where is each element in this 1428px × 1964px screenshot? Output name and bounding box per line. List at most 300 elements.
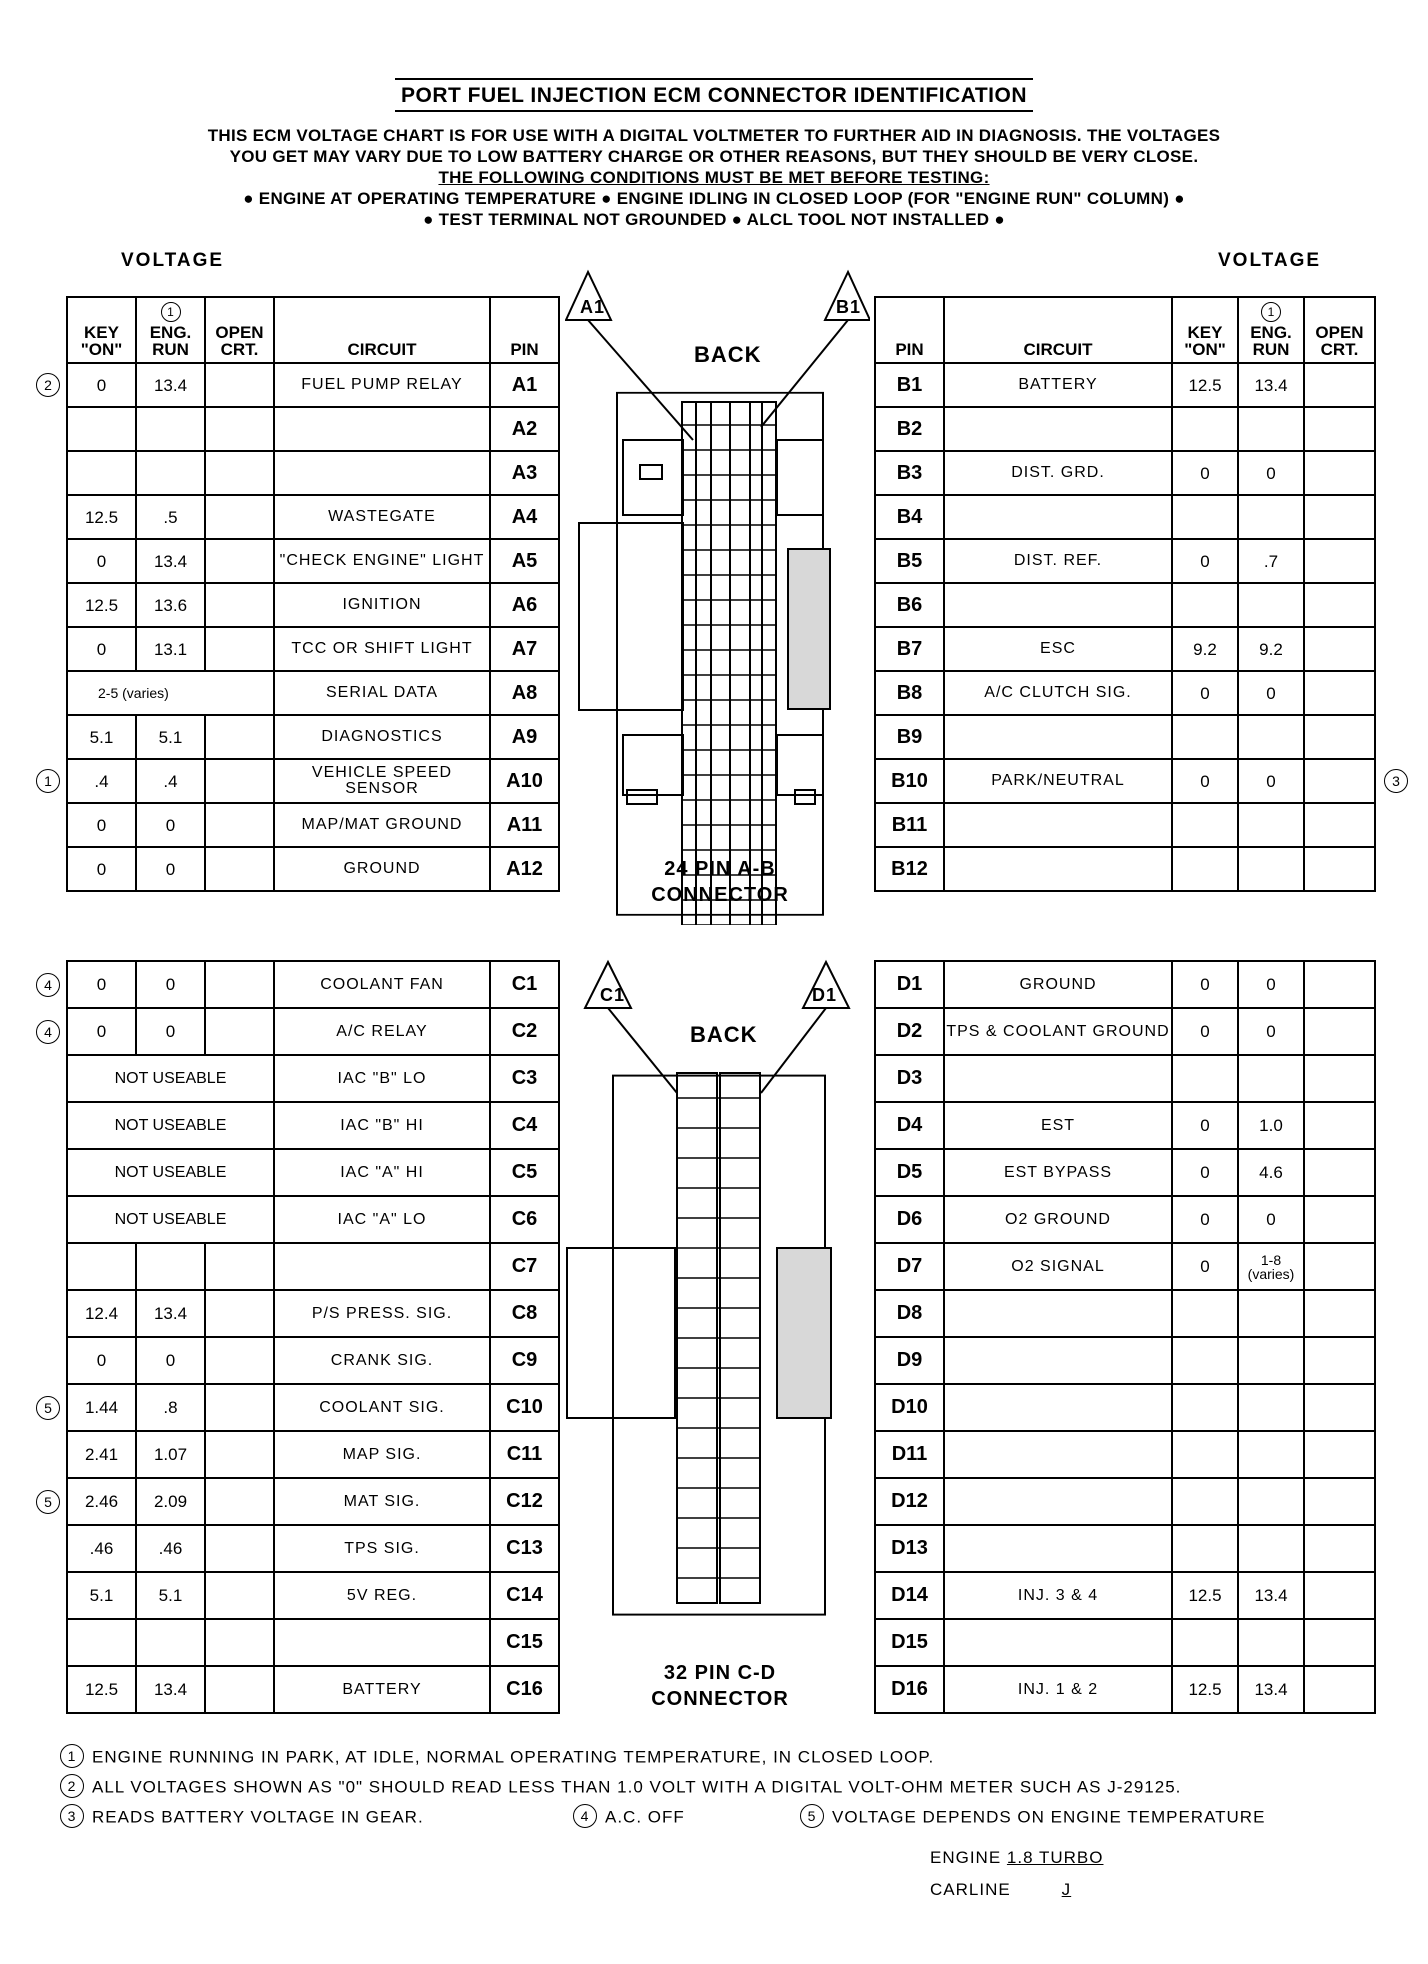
open-crt-cell xyxy=(205,1384,274,1431)
key-on-cell: 0 xyxy=(1172,451,1238,495)
open-crt-cell xyxy=(1304,1384,1375,1431)
circuit-cell: GROUND xyxy=(274,847,490,891)
pin-cell: C13 xyxy=(490,1525,559,1572)
open-crt-cell xyxy=(205,495,274,539)
eng-run-cell: 13.4 xyxy=(136,539,205,583)
key-on-cell xyxy=(1172,1290,1238,1337)
open-crt-cell xyxy=(205,759,274,803)
open-crt-cell xyxy=(1304,627,1375,671)
key-on-cell: 0 xyxy=(67,627,136,671)
key-on-cell: 12.5 xyxy=(1172,1666,1238,1713)
eng-run-cell: 13.4 xyxy=(1238,363,1304,407)
open-crt-cell xyxy=(205,1525,274,1572)
key-on-cell xyxy=(1172,495,1238,539)
circuit-cell: WASTEGATE xyxy=(274,495,490,539)
eng-run-cell: 5.1 xyxy=(136,1572,205,1619)
intro-line-2: YOU GET MAY VARY DUE TO LOW BATTERY CHARGE OR OTHER REASONS, BUT THEY SHOULD BE VERY CLOSE. xyxy=(229,147,1199,166)
pin-cell: A7 xyxy=(490,627,559,671)
row-note-marker: 5 xyxy=(36,1490,60,1514)
table-row xyxy=(67,847,559,891)
open-crt-cell xyxy=(1304,1666,1375,1713)
header-eng-run-text: ENG. RUN xyxy=(1250,323,1292,359)
eng-run-cell xyxy=(1238,1337,1304,1384)
note-1-marker: 1 xyxy=(161,302,181,322)
table-row xyxy=(875,1243,1375,1290)
circuit-cell: IAC "B" HI xyxy=(274,1102,490,1149)
pin-cell: B8 xyxy=(875,671,944,715)
table-header-row xyxy=(875,297,1375,363)
table-row xyxy=(67,583,559,627)
voltage-span-cell: 2-5 (varies) xyxy=(67,671,274,715)
table-row xyxy=(67,759,559,803)
carline-label: CARLINE xyxy=(930,1880,1011,1899)
eng-run-cell: 4.6 xyxy=(1238,1149,1304,1196)
open-crt-cell xyxy=(1304,1619,1375,1666)
table-row xyxy=(67,1243,559,1290)
footnote-4 xyxy=(573,1806,685,1830)
key-on-cell xyxy=(1172,407,1238,451)
header-open-crt-text: OPEN CRT. xyxy=(1315,323,1364,359)
connector-cd-label-d1: D1 xyxy=(812,985,838,1005)
open-crt-cell xyxy=(205,1290,274,1337)
key-on-cell: 0 xyxy=(67,847,136,891)
open-crt-cell xyxy=(205,803,274,847)
eng-run-cell: 1.07 xyxy=(136,1431,205,1478)
circuit-cell xyxy=(944,803,1172,847)
open-crt-cell xyxy=(1304,759,1375,803)
table-row xyxy=(67,671,559,715)
table-row xyxy=(67,1431,559,1478)
pin-cell: D5 xyxy=(875,1149,944,1196)
key-on-cell: 2.46 xyxy=(67,1478,136,1525)
circuit-cell: INJ. 1 & 2 xyxy=(944,1666,1172,1713)
pin-cell: D2 xyxy=(875,1008,944,1055)
open-crt-cell xyxy=(205,583,274,627)
table-row xyxy=(875,363,1375,407)
connector-cd-pin-grid xyxy=(677,1098,760,1578)
eng-run-cell: 13.1 xyxy=(136,627,205,671)
header-pin-text: PIN xyxy=(510,340,539,359)
engine-label: ENGINE xyxy=(930,1848,1002,1867)
table-row xyxy=(875,1102,1375,1149)
table-row xyxy=(67,803,559,847)
table-row xyxy=(875,451,1375,495)
header-key-on xyxy=(67,297,136,363)
pin-cell: A1 xyxy=(490,363,559,407)
footnote-3 xyxy=(60,1806,424,1830)
open-crt-cell xyxy=(1304,1525,1375,1572)
open-crt-cell xyxy=(1304,1102,1375,1149)
eng-run-cell xyxy=(1238,583,1304,627)
circuit-cell xyxy=(274,451,490,495)
circuit-cell: MAP SIG. xyxy=(274,1431,490,1478)
table-row xyxy=(875,1431,1375,1478)
eng-run-cell: 0 xyxy=(1238,451,1304,495)
eng-run-cell: .5 xyxy=(136,495,205,539)
header-eng-run-text: ENG. RUN xyxy=(149,323,192,359)
footnote-1-text: ENGINE RUNNING IN PARK, AT IDLE, NORMAL OPERATING TEMPERATURE, IN CLOSED LOOP. xyxy=(92,1747,935,1767)
key-on-cell: 0 xyxy=(1172,1008,1238,1055)
pin-cell: A8 xyxy=(490,671,559,715)
open-crt-cell xyxy=(205,1337,274,1384)
table-row xyxy=(67,1290,559,1337)
table-row xyxy=(67,539,559,583)
key-on-cell: 12.5 xyxy=(67,495,136,539)
circuit-cell xyxy=(944,715,1172,759)
connector-ab-label-a1: A1 xyxy=(580,297,606,317)
intro-text xyxy=(0,125,1428,230)
circuit-cell xyxy=(944,1337,1172,1384)
key-on-cell: 0 xyxy=(67,961,136,1008)
key-on-cell: 0 xyxy=(67,539,136,583)
circuit-cell: EST BYPASS xyxy=(944,1149,1172,1196)
eng-run-cell: 0 xyxy=(1238,1008,1304,1055)
voltage-heading-right: VOLTAGE xyxy=(1218,250,1322,271)
circuit-cell: BATTERY xyxy=(274,1666,490,1713)
key-on-cell: 12.5 xyxy=(67,583,136,627)
key-on-cell: 12.5 xyxy=(1172,1572,1238,1619)
key-on-cell xyxy=(1172,715,1238,759)
eng-run-cell: 9.2 xyxy=(1238,627,1304,671)
table-row xyxy=(875,1337,1375,1384)
circuit-cell: IGNITION xyxy=(274,583,490,627)
pin-cell: B6 xyxy=(875,583,944,627)
table-row xyxy=(875,1290,1375,1337)
open-crt-cell xyxy=(1304,1572,1375,1619)
pin-cell: D1 xyxy=(875,961,944,1008)
key-on-cell xyxy=(1172,1055,1238,1102)
table-row xyxy=(875,1572,1375,1619)
open-crt-cell xyxy=(1304,407,1375,451)
circuit-cell: TCC OR SHIFT LIGHT xyxy=(274,627,490,671)
table-row xyxy=(67,1619,559,1666)
eng-run-cell xyxy=(1238,803,1304,847)
table-row xyxy=(67,1666,559,1713)
intro-line-3: THE FOLLOWING CONDITIONS MUST BE MET BEFORE TESTING: xyxy=(438,168,990,187)
circuit-cell: P/S PRESS. SIG. xyxy=(274,1290,490,1337)
eng-run-cell xyxy=(1238,495,1304,539)
pin-cell: B11 xyxy=(875,803,944,847)
circuit-cell xyxy=(944,847,1172,891)
pin-cell: B12 xyxy=(875,847,944,891)
pin-cell: D9 xyxy=(875,1337,944,1384)
note-1-marker: 1 xyxy=(1261,302,1281,322)
table-row xyxy=(875,1525,1375,1572)
pin-cell: B5 xyxy=(875,539,944,583)
intro-line-4: ● ENGINE AT OPERATING TEMPERATURE ● ENGINE IDLING IN CLOSED LOOP (FOR "ENGINE RUN" COLUMN) ● xyxy=(243,189,1185,208)
pin-cell: B3 xyxy=(875,451,944,495)
key-on-cell: 2.41 xyxy=(67,1431,136,1478)
key-on-cell: .46 xyxy=(67,1525,136,1572)
key-on-cell: 0 xyxy=(1172,671,1238,715)
open-crt-cell xyxy=(205,627,274,671)
key-on-cell xyxy=(1172,1525,1238,1572)
table-row xyxy=(875,583,1375,627)
pin-cell: C1 xyxy=(490,961,559,1008)
eng-run-cell xyxy=(1238,847,1304,891)
pin-cell: A2 xyxy=(490,407,559,451)
eng-run-cell: 0 xyxy=(1238,759,1304,803)
eng-run-cell xyxy=(136,407,205,451)
circuit-cell xyxy=(944,1525,1172,1572)
open-crt-cell xyxy=(1304,1149,1375,1196)
header-pin xyxy=(490,297,559,363)
intro-line-5: ● TEST TERMINAL NOT GROUNDED ● ALCL TOOL NOT INSTALLED ● xyxy=(423,210,1005,229)
pin-cell: D15 xyxy=(875,1619,944,1666)
circuit-cell xyxy=(944,1290,1172,1337)
pin-cell: D8 xyxy=(875,1290,944,1337)
key-on-cell xyxy=(1172,1384,1238,1431)
pin-cell: C9 xyxy=(490,1337,559,1384)
pin-cell: C12 xyxy=(490,1478,559,1525)
circuit-cell: TPS & COOLANT GROUND xyxy=(944,1008,1172,1055)
open-crt-cell xyxy=(1304,961,1375,1008)
footnote-1-marker: 1 xyxy=(60,1744,84,1768)
pin-cell: D13 xyxy=(875,1525,944,1572)
key-on-cell: 0 xyxy=(1172,1102,1238,1149)
open-crt-cell xyxy=(205,1243,274,1290)
open-crt-cell xyxy=(205,1666,274,1713)
header-open-crt-text: OPEN CRT. xyxy=(215,323,264,359)
eng-run-cell xyxy=(1238,1478,1304,1525)
circuit-cell: A/C CLUTCH SIG. xyxy=(944,671,1172,715)
circuit-cell: INJ. 3 & 4 xyxy=(944,1572,1172,1619)
eng-run-cell xyxy=(1238,1525,1304,1572)
footnote-1 xyxy=(60,1746,934,1770)
header-open-crt xyxy=(205,297,274,363)
open-crt-cell xyxy=(205,539,274,583)
circuit-cell xyxy=(944,407,1172,451)
pin-cell: C8 xyxy=(490,1290,559,1337)
open-crt-cell xyxy=(205,1478,274,1525)
table-row xyxy=(67,1008,559,1055)
open-crt-cell xyxy=(1304,715,1375,759)
header-pin xyxy=(875,297,944,363)
table-row xyxy=(875,1619,1375,1666)
table-row xyxy=(875,715,1375,759)
engine-line xyxy=(930,1848,1103,1868)
pin-cell: C7 xyxy=(490,1243,559,1290)
eng-run-cell xyxy=(1238,407,1304,451)
eng-run-cell: 13.4 xyxy=(136,1290,205,1337)
eng-run-cell xyxy=(1238,1431,1304,1478)
table-row xyxy=(67,1102,559,1149)
pin-cell: A3 xyxy=(490,451,559,495)
open-crt-cell xyxy=(1304,1196,1375,1243)
pin-cell: D7 xyxy=(875,1243,944,1290)
connector-cd-label-c1: C1 xyxy=(600,985,626,1005)
eng-run-cell: 0 xyxy=(1238,961,1304,1008)
pin-cell: A4 xyxy=(490,495,559,539)
circuit-cell: DIAGNOSTICS xyxy=(274,715,490,759)
open-crt-cell xyxy=(1304,495,1375,539)
circuit-cell: IAC "B" LO xyxy=(274,1055,490,1102)
row-note-marker: 4 xyxy=(36,1020,60,1044)
eng-run-cell: 13.4 xyxy=(1238,1572,1304,1619)
open-crt-cell xyxy=(205,1431,274,1478)
eng-run-cell: .7 xyxy=(1238,539,1304,583)
pin-cell: D6 xyxy=(875,1196,944,1243)
row-note-marker: 2 xyxy=(36,373,60,397)
footnote-5-text: VOLTAGE DEPENDS ON ENGINE TEMPERATURE xyxy=(832,1807,1266,1827)
voltage-span-cell: NOT USEABLE xyxy=(67,1149,274,1196)
open-crt-cell xyxy=(1304,583,1375,627)
pin-cell: C11 xyxy=(490,1431,559,1478)
eng-run-cell: 0 xyxy=(136,847,205,891)
header-open-crt xyxy=(1304,297,1375,363)
footnote-2-text: ALL VOLTAGES SHOWN AS "0" SHOULD READ LESS THAN 1.0 VOLT WITH A DIGITAL VOLT-OHM METER SUCH AS J-29125. xyxy=(92,1777,1182,1797)
table-row xyxy=(67,1384,559,1431)
pin-cell: A12 xyxy=(490,847,559,891)
chart-title: PORT FUEL INJECTION ECM CONNECTOR IDENTIFICATION xyxy=(0,78,1428,112)
table-c xyxy=(66,960,560,1714)
key-on-cell: 0 xyxy=(67,803,136,847)
key-on-cell: 5.1 xyxy=(67,715,136,759)
table-row xyxy=(875,1478,1375,1525)
circuit-cell xyxy=(944,1619,1172,1666)
footnote-2-marker: 2 xyxy=(60,1774,84,1798)
key-on-cell: 12.5 xyxy=(67,1666,136,1713)
eng-run-cell: .8 xyxy=(136,1384,205,1431)
table-row xyxy=(67,961,559,1008)
key-on-cell xyxy=(1172,583,1238,627)
circuit-cell: O2 GROUND xyxy=(944,1196,1172,1243)
open-crt-cell xyxy=(1304,847,1375,891)
pin-cell: A6 xyxy=(490,583,559,627)
pin-cell: B7 xyxy=(875,627,944,671)
pin-cell: C3 xyxy=(490,1055,559,1102)
header-circuit-text: CIRCUIT xyxy=(1023,340,1093,359)
table-row xyxy=(875,1196,1375,1243)
connector-cd-caption-line1: 32 PIN C-D xyxy=(663,1662,777,1684)
pin-cell: C14 xyxy=(490,1572,559,1619)
eng-run-cell: 5.1 xyxy=(136,715,205,759)
voltage-heading-left: VOLTAGE xyxy=(121,250,225,271)
key-on-cell: .4 xyxy=(67,759,136,803)
key-on-cell: 0 xyxy=(1172,1149,1238,1196)
pin-cell: C5 xyxy=(490,1149,559,1196)
footnote-3-marker: 3 xyxy=(60,1804,84,1828)
header-key-on-text: KEY "ON" xyxy=(80,323,123,359)
table-a xyxy=(66,296,560,892)
pin-cell: A5 xyxy=(490,539,559,583)
circuit-cell: TPS SIG. xyxy=(274,1525,490,1572)
key-on-cell: 0 xyxy=(1172,1196,1238,1243)
open-crt-cell xyxy=(205,407,274,451)
circuit-cell xyxy=(944,1055,1172,1102)
intro-line-1: THIS ECM VOLTAGE CHART IS FOR USE WITH A DIGITAL VOLTMETER TO FURTHER AID IN DIAGNOSIS. THE VOLTAGES xyxy=(207,126,1221,145)
circuit-cell: A/C RELAY xyxy=(274,1008,490,1055)
circuit-cell: COOLANT SIG. xyxy=(274,1384,490,1431)
table-row xyxy=(875,539,1375,583)
table-row xyxy=(67,1196,559,1243)
circuit-cell: IAC "A" HI xyxy=(274,1149,490,1196)
eng-run-cell: 0 xyxy=(1238,1196,1304,1243)
pin-cell: D16 xyxy=(875,1666,944,1713)
pin-cell: D11 xyxy=(875,1431,944,1478)
connector-cd-caption xyxy=(600,1660,840,1712)
eng-run-cell xyxy=(1238,1290,1304,1337)
header-circuit-text: CIRCUIT xyxy=(347,340,417,359)
header-pin-text: PIN xyxy=(895,340,924,359)
eng-run-cell: 0 xyxy=(136,803,205,847)
circuit-cell: VEHICLE SPEED SENSOR xyxy=(274,759,490,803)
key-on-cell xyxy=(67,407,136,451)
key-on-cell xyxy=(1172,847,1238,891)
footnote-5-marker: 5 xyxy=(800,1804,824,1828)
table-row xyxy=(875,1666,1375,1713)
key-on-cell: 9.2 xyxy=(1172,627,1238,671)
circuit-cell xyxy=(944,1431,1172,1478)
open-crt-cell xyxy=(205,363,274,407)
connector-cd-diagram xyxy=(565,958,870,1658)
circuit-cell xyxy=(944,495,1172,539)
row-note-marker: 1 xyxy=(36,769,60,793)
open-crt-cell xyxy=(205,1572,274,1619)
circuit-cell: COOLANT FAN xyxy=(274,961,490,1008)
connector-ab-caption xyxy=(600,856,840,908)
eng-run-cell xyxy=(136,451,205,495)
eng-run-cell: 13.4 xyxy=(136,1666,205,1713)
pin-cell: D12 xyxy=(875,1478,944,1525)
pin-cell: A10 xyxy=(490,759,559,803)
circuit-cell: MAT SIG. xyxy=(274,1478,490,1525)
pin-cell: D4 xyxy=(875,1102,944,1149)
key-on-cell: 0 xyxy=(1172,539,1238,583)
voltage-span-cell: NOT USEABLE xyxy=(67,1102,274,1149)
pin-cell: C15 xyxy=(490,1619,559,1666)
key-on-cell xyxy=(67,1243,136,1290)
table-row xyxy=(67,1478,559,1525)
table-header-row xyxy=(67,297,559,363)
header-eng-run xyxy=(136,297,205,363)
circuit-cell: PARK/NEUTRAL xyxy=(944,759,1172,803)
table-b xyxy=(874,296,1376,892)
circuit-cell xyxy=(944,1478,1172,1525)
key-on-cell: 12.5 xyxy=(1172,363,1238,407)
circuit-cell: BATTERY xyxy=(944,363,1172,407)
pin-cell: A9 xyxy=(490,715,559,759)
pin-cell: A11 xyxy=(490,803,559,847)
footnote-3-text: READS BATTERY VOLTAGE IN GEAR. xyxy=(92,1807,424,1827)
eng-run-cell: .46 xyxy=(136,1525,205,1572)
table-row xyxy=(875,961,1375,1008)
table-row xyxy=(67,1572,559,1619)
key-on-cell: 0 xyxy=(67,1008,136,1055)
eng-run-cell xyxy=(1238,1384,1304,1431)
open-crt-cell xyxy=(1304,803,1375,847)
eng-run-cell: 13.4 xyxy=(136,363,205,407)
eng-run-cell: 0 xyxy=(136,1337,205,1384)
row-note-marker: 5 xyxy=(36,1396,60,1420)
connector-ab-caption-line1: 24 PIN A-B xyxy=(664,858,776,880)
key-on-cell: 12.4 xyxy=(67,1290,136,1337)
key-on-cell xyxy=(1172,1619,1238,1666)
eng-run-cell xyxy=(1238,715,1304,759)
connector-ab-label-b1: B1 xyxy=(836,297,862,317)
circuit-cell xyxy=(944,1384,1172,1431)
header-circuit xyxy=(944,297,1172,363)
engine-value: 1.8 TURBO xyxy=(1006,1848,1104,1867)
open-crt-cell xyxy=(1304,1055,1375,1102)
key-on-cell xyxy=(67,1619,136,1666)
pin-cell: C16 xyxy=(490,1666,559,1713)
key-on-cell: 1.44 xyxy=(67,1384,136,1431)
open-crt-cell xyxy=(1304,1478,1375,1525)
footnote-4-text: A.C. OFF xyxy=(605,1807,685,1827)
eng-run-cell: 1-8 (varies) xyxy=(1238,1243,1304,1290)
table-row xyxy=(875,1149,1375,1196)
